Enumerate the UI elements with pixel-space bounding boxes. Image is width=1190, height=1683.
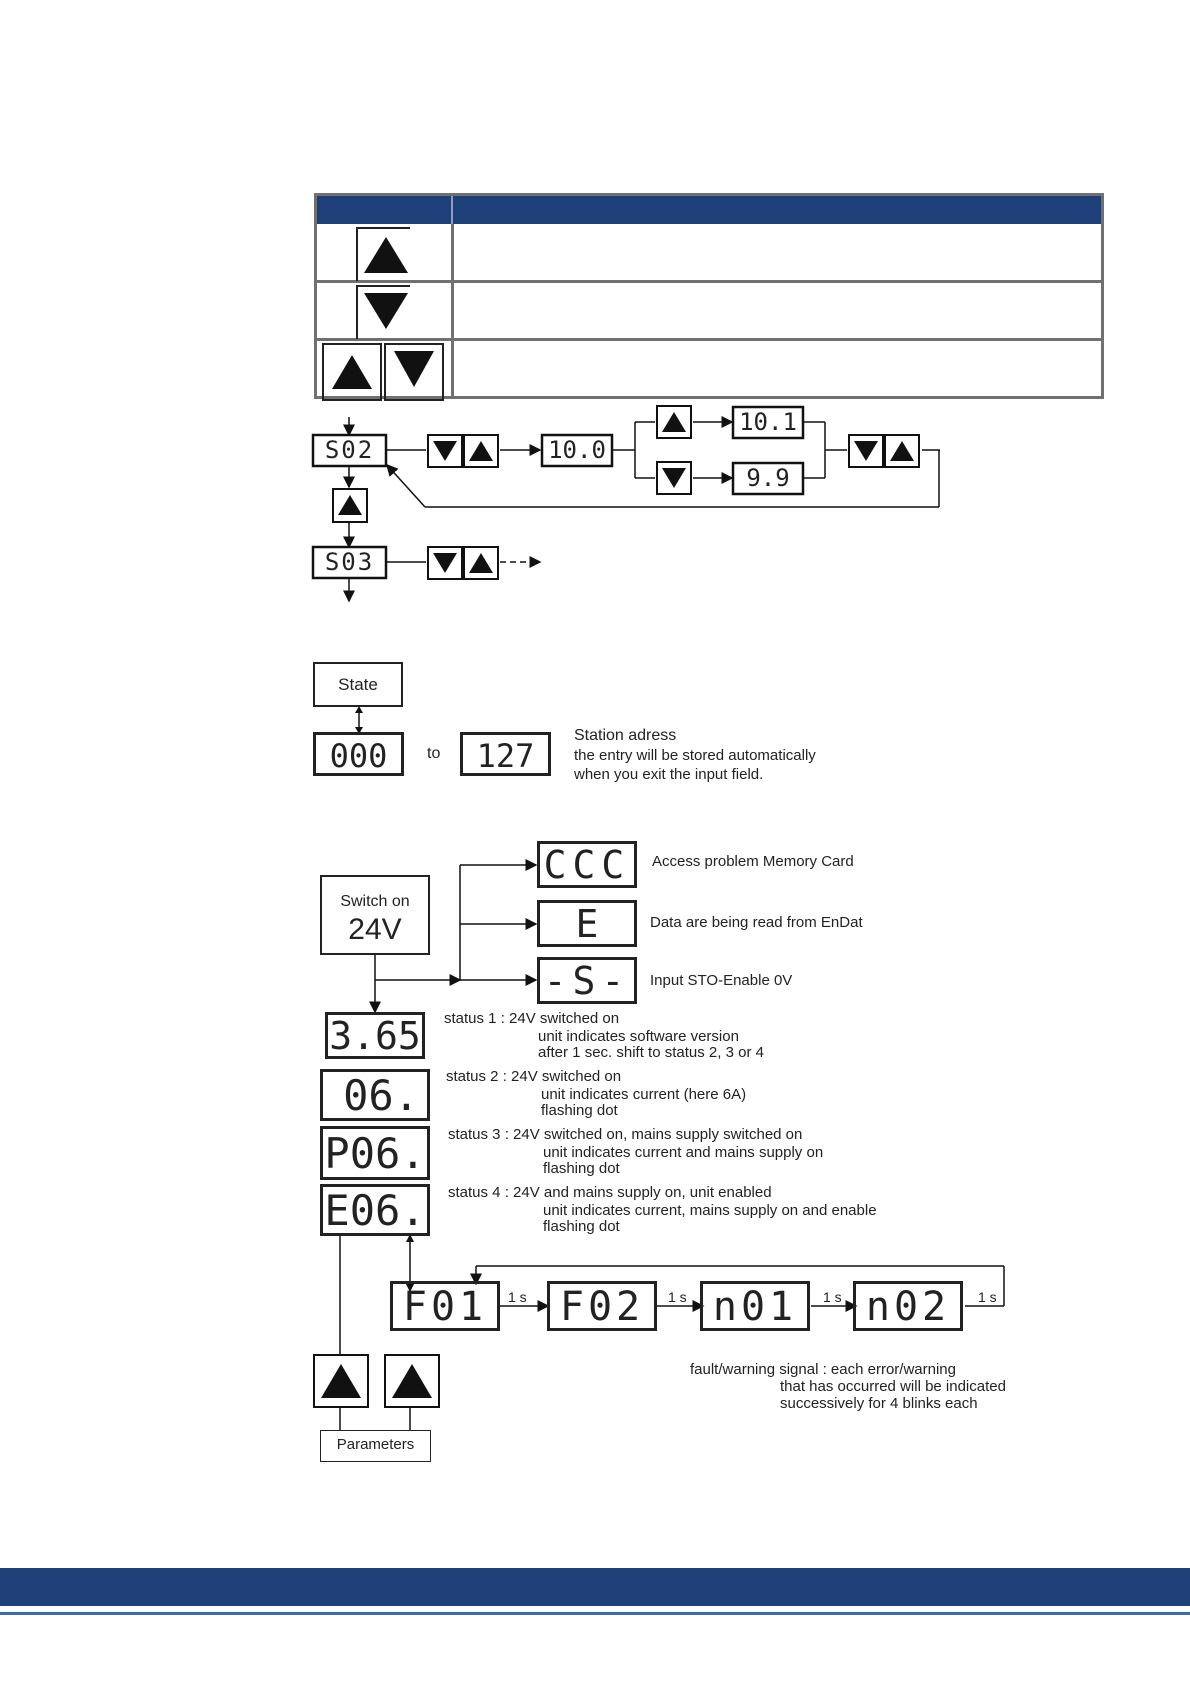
switch-on-label: Switch on <box>340 893 410 910</box>
message-endat: Data are being read from EnDat <box>650 914 863 931</box>
up-key-box <box>356 227 410 281</box>
status-1-line-2: unit indicates software version <box>538 1028 739 1045</box>
up-key-box-combo <box>322 343 382 401</box>
display-decrement: 9.9 <box>746 464 790 492</box>
parameters-box: Parameters <box>320 1430 431 1462</box>
display-fault-1: F01 <box>390 1281 500 1331</box>
fault-2-interval: 1 s <box>668 1289 687 1305</box>
down-arrow-icon <box>428 547 462 579</box>
key-table <box>314 193 1104 399</box>
up-arrow-icon <box>385 1355 439 1407</box>
up-arrow-icon <box>464 547 498 579</box>
message-memory-card: Access problem Memory Card <box>652 853 854 870</box>
up-arrow-icon <box>885 435 919 467</box>
fault-note-line-3: successively for 4 blinks each <box>780 1395 978 1412</box>
display-value: 10.0 <box>548 436 606 464</box>
parameter-navigation-diagram <box>300 405 940 605</box>
warning-1-interval: 1 s <box>823 1289 842 1305</box>
status-1-line-1: status 1 : 24V switched on <box>444 1010 620 1027</box>
up-arrow-icon <box>358 229 410 281</box>
display-status-1: 3.65 <box>325 1012 425 1059</box>
up-arrow-icon <box>657 406 691 438</box>
parameter-keys <box>313 1354 441 1410</box>
status-2-line-1: status 2 : 24V switched on <box>446 1068 622 1085</box>
down-arrow-icon <box>428 435 462 467</box>
display-s03: S03 <box>324 548 375 576</box>
display-address-max: 127 <box>460 732 551 776</box>
display-warning-1: n01 <box>700 1281 810 1331</box>
station-address-note-2: when you exit the input field. <box>574 766 764 783</box>
display-s02: S02 <box>324 436 375 464</box>
bidirectional-arrow <box>350 706 370 734</box>
switch-on-box <box>320 875 430 955</box>
status-2-line-2: unit indicates current (here 6A) <box>541 1086 747 1103</box>
fault-1-interval: 1 s <box>508 1289 527 1305</box>
up-arrow-icon <box>464 435 498 467</box>
status-4-line-2: unit indicates current, mains supply on and enable <box>543 1202 877 1219</box>
display-fault-2: F02 <box>547 1281 657 1331</box>
display-sto: -S- <box>537 957 637 1004</box>
station-address-note-1: the entry will be stored automatically <box>574 747 816 764</box>
fault-note-line-1: fault/warning signal : each error/warning <box>690 1361 956 1378</box>
up-arrow-icon <box>314 1355 368 1407</box>
display-endat: E <box>537 900 637 947</box>
status-3-line-1: status 3 : 24V switched on, mains supply switched on <box>448 1126 803 1143</box>
station-address-title: Station adress <box>574 727 677 744</box>
down-arrow-icon <box>657 462 691 494</box>
up-arrow-icon <box>333 489 367 522</box>
display-address-min: 000 <box>313 732 404 776</box>
display-status-4: E06. <box>320 1184 430 1236</box>
warning-2-interval: 1 s <box>978 1289 997 1305</box>
display-memory-card: CCC <box>537 841 637 888</box>
footer-bar <box>0 1568 1190 1606</box>
status-2-line-3: flashing dot <box>541 1102 618 1119</box>
down-arrow-icon <box>358 287 410 339</box>
status-3-line-2: unit indicates current and mains supply on <box>543 1144 824 1161</box>
status-3-line-3: flashing dot <box>543 1160 620 1177</box>
display-warning-2: n02 <box>853 1281 963 1331</box>
down-key-box-combo <box>384 343 444 401</box>
display-increment: 10.1 <box>739 408 797 436</box>
message-sto: Input STO-Enable 0V <box>650 972 793 989</box>
state-box: State <box>313 662 403 707</box>
status-1-line-3: after 1 sec. shift to status 2, 3 or 4 <box>538 1044 764 1061</box>
switch-on-voltage: 24V <box>348 913 402 946</box>
down-arrow-icon <box>386 345 438 395</box>
to-label: to <box>427 745 441 762</box>
down-arrow-icon <box>849 435 883 467</box>
footer-line <box>0 1612 1190 1615</box>
key-table-header <box>317 196 1101 224</box>
status-4-line-1: status 4 : 24V and mains supply on, unit enabled <box>448 1184 772 1201</box>
display-status-2: 06. <box>320 1069 430 1121</box>
up-arrow-icon <box>324 345 376 395</box>
display-status-3: P06. <box>320 1126 430 1180</box>
down-key-box <box>356 285 410 339</box>
fault-note-line-2: that has occurred will be indicated <box>780 1378 1006 1395</box>
status-4-line-3: flashing dot <box>543 1218 620 1235</box>
